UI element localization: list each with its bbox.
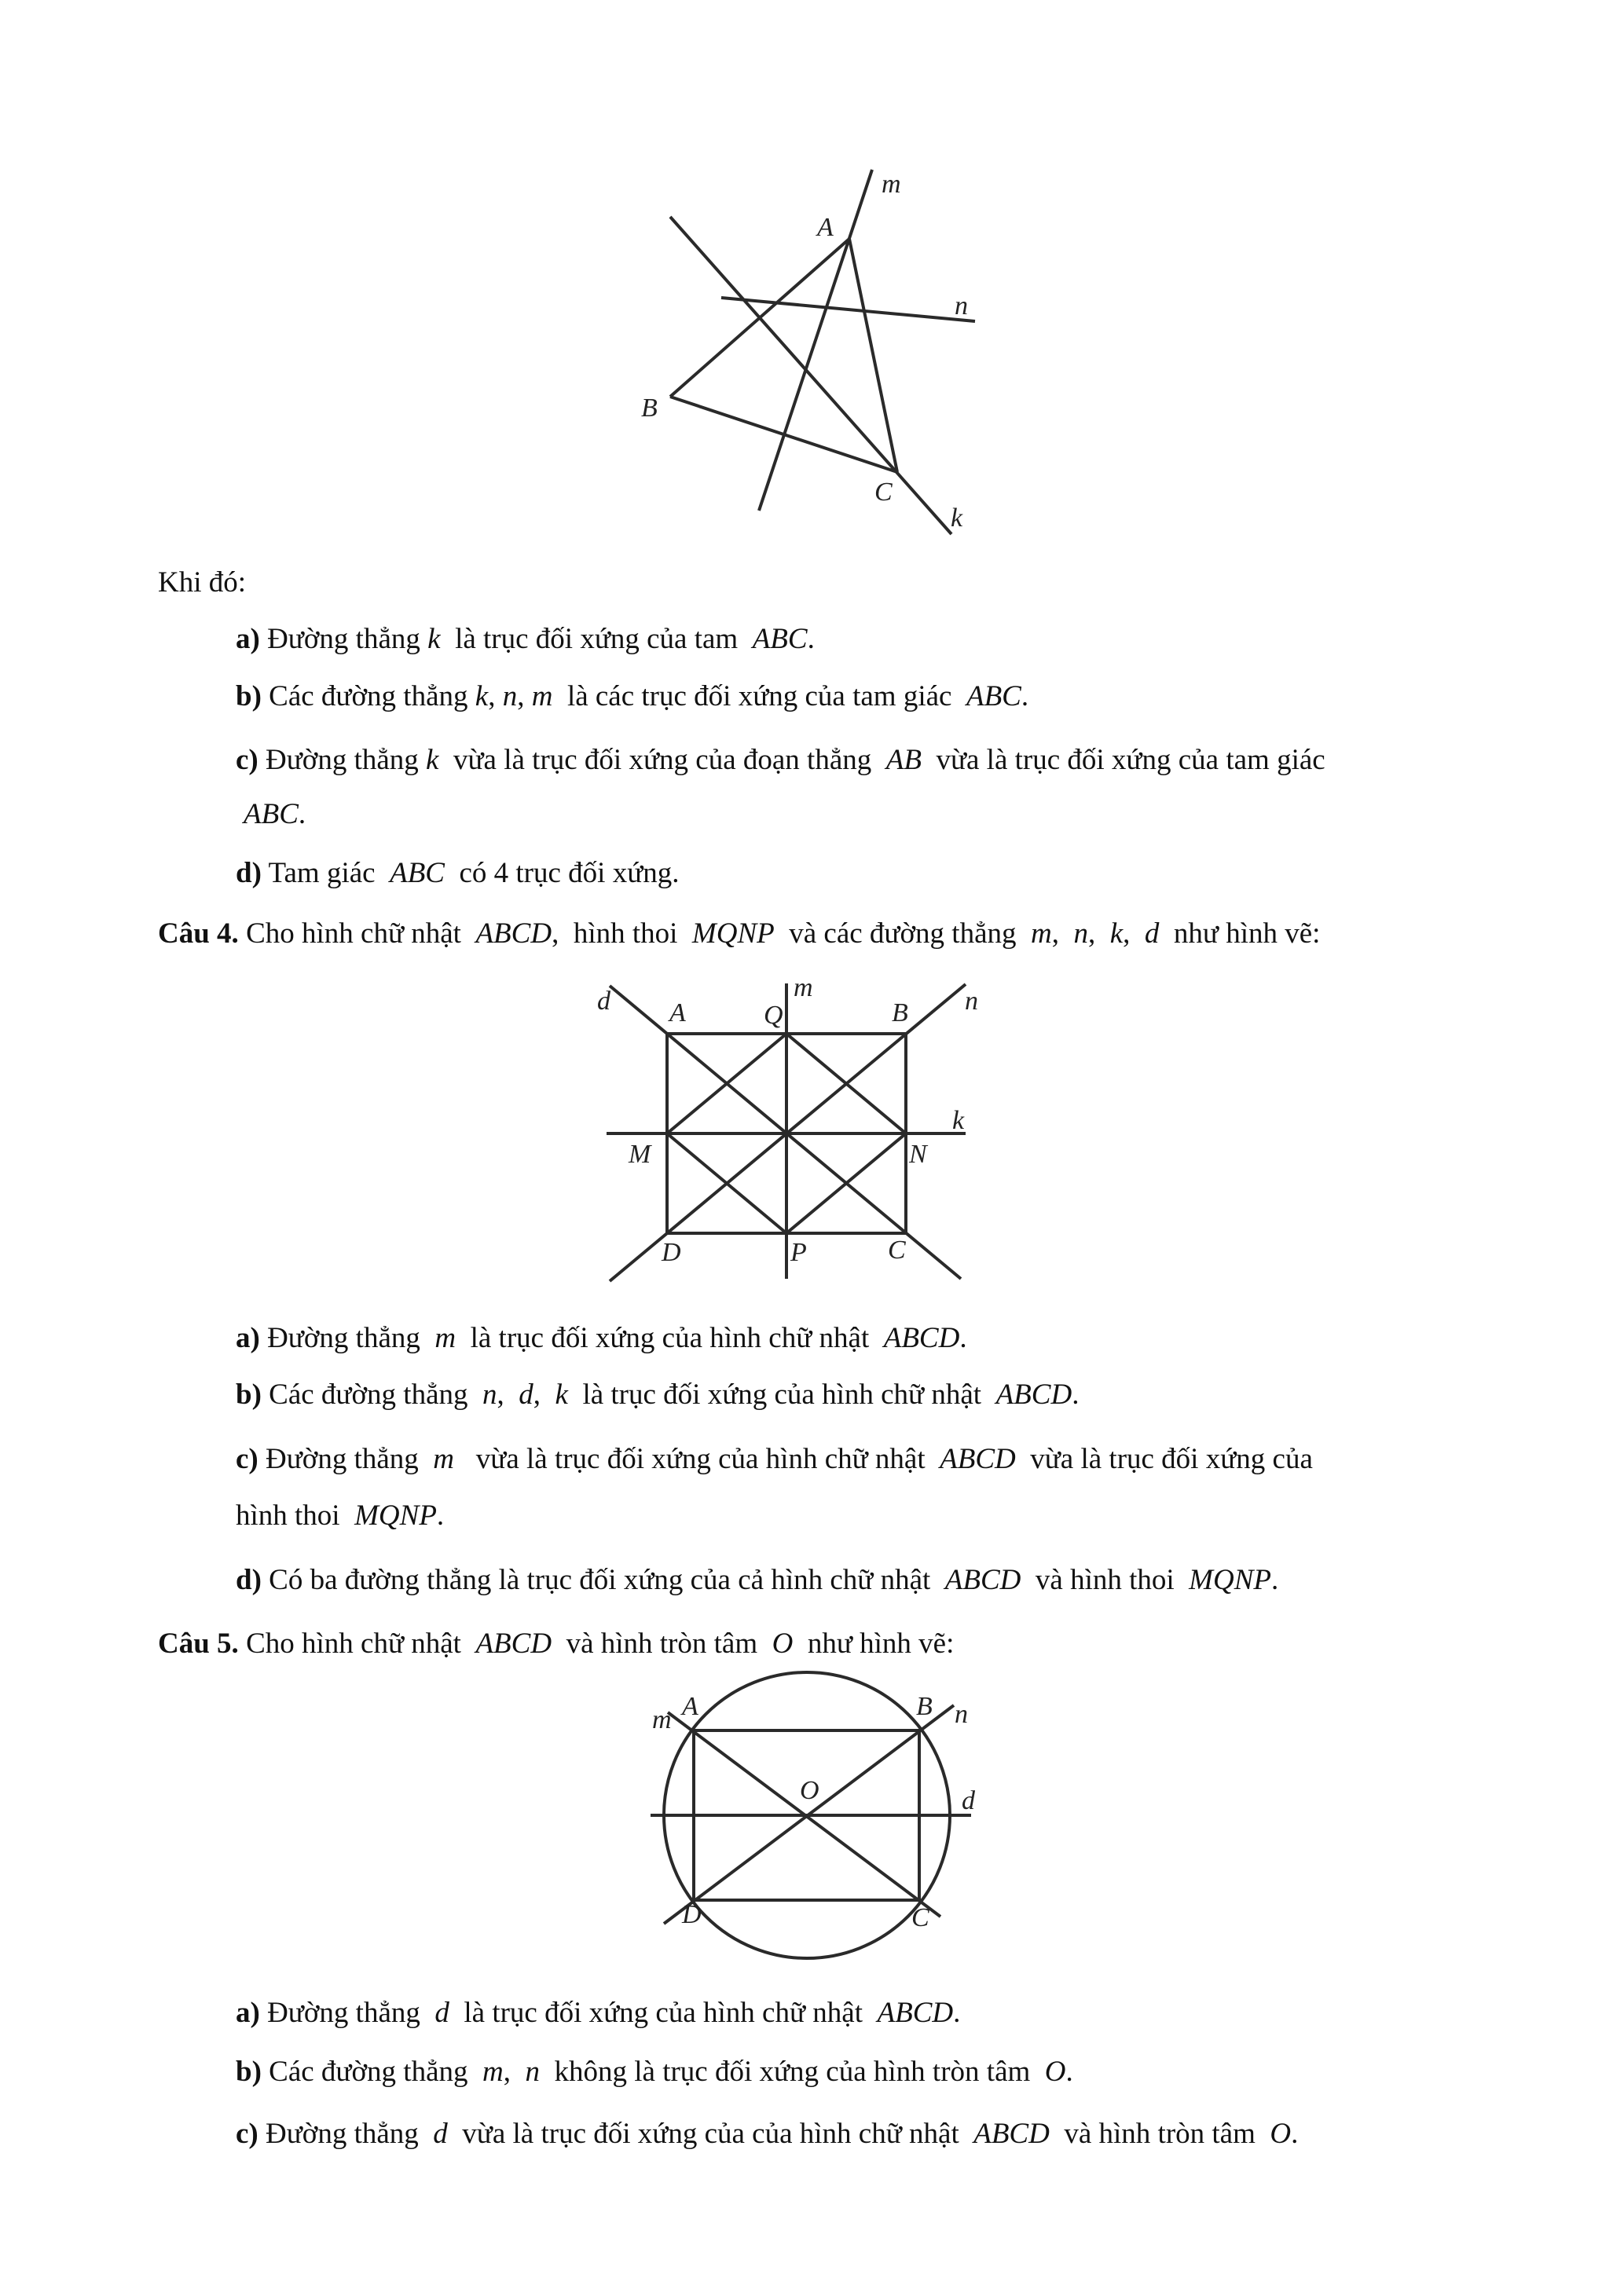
- math-symbol: MQNP: [354, 1500, 437, 1532]
- figure-rectangle-circle: [651, 1672, 976, 1958]
- label-m: m: [652, 1705, 672, 1734]
- text-segment: Cho hình chữ nhật: [238, 1628, 476, 1660]
- text-segment: .: [807, 623, 815, 655]
- text-segment: và hình thoi: [1021, 1564, 1190, 1596]
- text-segment: là trục đối xứng của hình chữ nhật: [456, 1322, 884, 1354]
- text-segment: Đường thẳng: [259, 1322, 435, 1354]
- label-q: Q: [764, 1001, 783, 1030]
- math-symbol: ABCD: [883, 1322, 960, 1354]
- text-segment: vừa là trục đối xứng của của hình chữ nhật: [447, 2118, 974, 2150]
- label-n-point: N: [909, 1140, 927, 1169]
- text-segment: .: [298, 798, 306, 830]
- text-segment: .: [1271, 1564, 1279, 1596]
- text-segment: là các trục đối xứng của tam giác: [552, 680, 966, 712]
- math-symbol: n: [502, 680, 518, 712]
- text-segment: Cho hình chữ nhật: [238, 917, 476, 950]
- math-symbol: O: [772, 1628, 794, 1660]
- math-symbol: ABC: [752, 623, 808, 655]
- label-b: B: [892, 998, 908, 1027]
- text-segment: là trục đối xứng của tam: [440, 623, 753, 655]
- math-symbol: k: [475, 680, 489, 712]
- math-symbol: O: [1044, 2056, 1066, 2088]
- math-symbol: ABCD: [475, 917, 552, 950]
- math-symbol: O: [1270, 2118, 1292, 2150]
- item-label: d): [236, 857, 262, 889]
- item-label: b): [236, 680, 262, 712]
- math-symbol: m: [434, 1322, 456, 1354]
- item-label: c): [236, 744, 258, 776]
- label-d: d: [962, 1786, 975, 1815]
- text-segment: là trục đối xứng của hình chữ nhật: [449, 1997, 878, 2029]
- text-segment: .: [953, 1997, 961, 2029]
- math-symbol: ABC: [390, 857, 445, 889]
- text-segment: Khi đó:: [158, 566, 247, 599]
- item-label: c): [236, 2118, 258, 2150]
- text-segment: .: [1291, 2118, 1299, 2150]
- text-segment: ,: [488, 680, 503, 712]
- label-a: A: [817, 213, 834, 242]
- text-segment: Có ba đường thẳng là trục đối xứng của cả hình chữ nhật: [261, 1564, 945, 1596]
- label-c: C: [874, 478, 893, 507]
- text-segment: ,: [517, 680, 532, 712]
- label-n: n: [955, 1700, 968, 1729]
- label-k: k: [952, 1106, 965, 1135]
- math-symbol: k: [427, 623, 441, 655]
- figure-rectangle-rhombus: [597, 973, 978, 1281]
- text-segment: Các đường thẳng: [261, 1379, 483, 1411]
- math-symbol: m: [531, 680, 553, 712]
- math-symbol: k: [426, 744, 439, 776]
- item-label: c): [236, 1443, 258, 1475]
- math-symbol: k: [1109, 917, 1124, 950]
- label-d-point: D: [682, 1900, 702, 1929]
- text-segment: ,: [1087, 917, 1110, 950]
- item-label: Câu 4.: [158, 917, 239, 950]
- text-segment: không là trục đối xứng của hình tròn tâm: [540, 2056, 1045, 2088]
- text-segment: là trục đối xứng của hình chữ nhật: [567, 1379, 996, 1411]
- math-symbol: d: [434, 1997, 449, 2029]
- label-b: B: [641, 394, 658, 423]
- item-label: b): [236, 1379, 262, 1411]
- label-p: P: [790, 1238, 807, 1267]
- item-label: a): [236, 1997, 260, 2029]
- text-segment: ,: [1123, 917, 1145, 950]
- text-segment: .: [1065, 2056, 1073, 2088]
- text-segment: vừa là trục đối xứng của tam giác: [921, 744, 1325, 776]
- item-label: Câu 5.: [158, 1628, 239, 1660]
- text-segment: ,: [497, 1379, 519, 1411]
- math-symbol: ABC: [244, 798, 299, 830]
- math-symbol: m: [1031, 917, 1052, 950]
- math-symbol: n: [482, 1379, 497, 1411]
- label-d: d: [597, 987, 610, 1016]
- label-n: n: [955, 291, 968, 320]
- text-segment: và hình tròn tâm: [552, 1628, 772, 1660]
- label-b: B: [916, 1692, 933, 1721]
- math-symbol: ABCD: [995, 1379, 1072, 1411]
- math-symbol: d: [433, 2118, 448, 2150]
- text-segment: Đường thẳng: [259, 1997, 435, 2029]
- label-c: C: [911, 1903, 929, 1932]
- text-segment: Đường thẳng: [258, 744, 427, 776]
- item-label: a): [236, 623, 260, 655]
- text-segment: .: [1072, 1379, 1080, 1411]
- math-symbol: d: [519, 1379, 533, 1411]
- label-m: m: [794, 973, 813, 1002]
- text-segment: ,: [503, 2056, 526, 2088]
- text-segment: .: [959, 1322, 967, 1354]
- math-symbol: MQNP: [1189, 1564, 1271, 1596]
- math-symbol: m: [482, 2056, 504, 2088]
- math-symbol: n: [1073, 917, 1088, 950]
- line-k: [670, 217, 951, 534]
- label-c: C: [888, 1236, 906, 1265]
- label-a: A: [682, 1692, 698, 1721]
- label-a: A: [669, 998, 686, 1027]
- text-segment: như hình vẽ:: [793, 1628, 955, 1660]
- label-m: m: [882, 170, 901, 199]
- math-symbol: d: [1144, 917, 1160, 950]
- math-symbol: ABCD: [944, 1564, 1021, 1596]
- math-symbol: ABCD: [877, 1997, 954, 2029]
- item-label: d): [236, 1564, 262, 1596]
- text-segment: như hình vẽ:: [1159, 917, 1321, 950]
- label-n: n: [965, 987, 978, 1016]
- math-symbol: ABCD: [475, 1628, 552, 1660]
- item-label: b): [236, 2056, 262, 2088]
- text-segment: ,: [1051, 917, 1074, 950]
- text-segment: vừa là trục đối xứng của hình chữ nhật: [454, 1443, 940, 1475]
- text-segment: Đường thẳng: [259, 623, 428, 655]
- label-m-point: M: [629, 1140, 651, 1169]
- text-segment: , hình thoi: [552, 917, 692, 950]
- label-o: O: [800, 1776, 819, 1805]
- math-symbol: ABCD: [973, 2118, 1050, 2150]
- text-segment: Các đường thẳng: [261, 2056, 483, 2088]
- text-segment: Đường thẳng: [258, 2118, 434, 2150]
- text-segment: và hình tròn tâm: [1049, 2118, 1270, 2150]
- text-segment: và các đường thẳng: [774, 917, 1031, 950]
- text-segment: vừa là trục đối xứng của: [1015, 1443, 1313, 1475]
- math-symbol: MQNP: [691, 917, 775, 950]
- text-segment: Đường thẳng: [258, 1443, 434, 1475]
- item-label: a): [236, 1322, 260, 1354]
- text-segment: Các đường thẳng: [261, 680, 475, 712]
- label-d-point: D: [662, 1238, 681, 1267]
- text-segment: có 4 trục đối xứng.: [444, 857, 680, 889]
- text-segment: .: [436, 1500, 445, 1532]
- math-symbol: AB: [885, 744, 922, 776]
- math-symbol: m: [433, 1443, 455, 1475]
- math-symbol: k: [555, 1379, 568, 1411]
- label-k: k: [951, 504, 963, 533]
- figure-triangle-abc: [641, 170, 975, 534]
- text-segment: hình thoi: [236, 1500, 355, 1532]
- math-symbol: ABC: [966, 680, 1021, 712]
- text-segment: Tam giác: [261, 857, 390, 889]
- math-symbol: ABCD: [940, 1443, 1016, 1475]
- text-segment: .: [1021, 680, 1029, 712]
- math-symbol: n: [525, 2056, 540, 2088]
- text-segment: ,: [533, 1379, 555, 1411]
- text-segment: vừa là trục đối xứng của đoạn thẳng: [438, 744, 886, 776]
- side-ac: [849, 239, 897, 472]
